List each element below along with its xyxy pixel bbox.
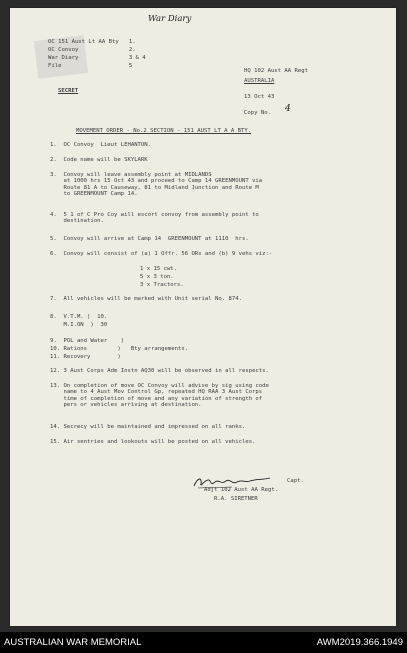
order-item-14: 14. Secrecy will be maintained and impressed on all ranks. — [50, 424, 246, 430]
classification-mark: SECRET — [58, 88, 79, 94]
order-item-13: 13. On completion of move OC Convoy will advise by sig using code name to 4 Aust Mov Control Gp, repeated HQ RAA 3 Aust Corps time of completion of move and any variation of strength of pers or vehicles arriving at destination. — [50, 383, 269, 409]
unit-heading: HQ 102 Aust AA Regt — [244, 68, 308, 74]
copy-number-label: Copy No. — [244, 110, 271, 116]
vtm-line: 8. V.T.M. ) 10. — [50, 314, 108, 320]
order-item-15: 15. Air sentries and lookouts will be posted on all vehicles. — [50, 439, 256, 445]
war-diary-annotation: War Diary — [148, 14, 192, 24]
order-item-4: 4. 5 1 of C Pro Coy will escort convoy from assembly point to destination. — [50, 212, 259, 225]
order-title: MOVEMENT ORDER - No.2 SECTION - 151 AUST LT A A BTY. — [76, 128, 252, 134]
order-item-3: 3. Convoy will leave assembly point at MIDLANDS at 1000 hrs 15 Oct 43 and proceed to Camp 14 GREENMOUNT via Route 81 A to Causeway, 81 to Midland Junction and Route M to GREENMOUNT Camp 14. — [50, 172, 263, 198]
footer-accession-number: AWM2019.366.1949 — [316, 637, 403, 648]
order-item-2: 2. Code name will be SKYLARK — [50, 157, 148, 163]
vehicle-line: 3 x Tractors. — [140, 282, 184, 288]
document-date: 13 Oct 43 — [244, 94, 275, 100]
order-item-6: 6. Convoy will consist of (a) 1 Offr. 56 ORs and (b) 9 vehs viz:- — [50, 251, 273, 257]
distribution-line: War Diary 3 & 4 — [48, 55, 146, 61]
signature-initials: R.A. SIRETNER — [214, 496, 258, 502]
copy-number-value: 4 — [285, 104, 291, 114]
distribution-line: OC 151 Aust Lt AA Bty 1. — [48, 39, 136, 45]
admin-line: 10. Rations ) Bty arrangements. — [50, 346, 189, 352]
order-item-12: 12. 3 Aust Corps Adm Instn AQ30 will be observed in all respects. — [50, 368, 269, 374]
vehicle-line: 5 x 3 ton. — [140, 274, 174, 280]
signature-rank: Capt. — [287, 478, 304, 484]
distribution-line: File 5 — [48, 63, 133, 69]
order-item-5: 5. Convoy will arrive at Camp 14 GREENMOUNT at 1110 hrs. — [50, 236, 249, 242]
distribution-line: OC Convoy 2. — [48, 47, 136, 53]
signature-title: Adjt 102 Aust AA Regt. — [204, 487, 279, 493]
order-item-1: 1. OC Convoy Lieut LEHANTON. — [50, 142, 152, 148]
vtm-line: M.I.ON ) 30 — [50, 322, 108, 328]
archive-footer — [0, 632, 407, 653]
place-heading: AUSTRALIA — [244, 78, 275, 84]
admin-line: 11. Recovery ) — [50, 354, 121, 360]
order-item-7: 7. All vehicles will be marked with Unit serial No. 874. — [50, 296, 242, 302]
admin-line: 9. POL and Water ) — [50, 338, 125, 344]
vehicle-line: 1 x 15 cwt. — [140, 266, 178, 272]
footer-institution: AUSTRALIAN WAR MEMORIAL — [4, 637, 142, 648]
